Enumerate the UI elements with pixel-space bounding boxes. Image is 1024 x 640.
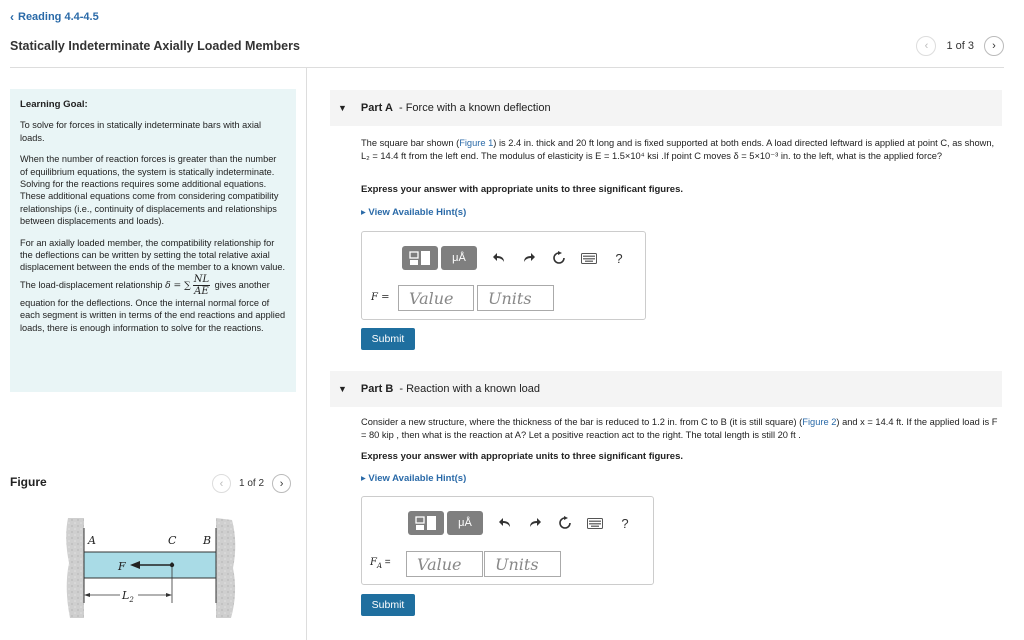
redo-icon[interactable]	[518, 247, 540, 269]
part-a-text-2: ) is 2.4 in. thick and 20 ft long and is fixed supported at both ends. A load directed leftward is applied at point C, as shown, L₂ = 14.4 ft from the left end. The modulus of elasticity is E = 1.5×10⁴ ksi .If point C moves δ = 5×10⁻³ in. to the left, what is the applied force?	[361, 138, 995, 161]
part-a-hints-toggle[interactable]: ▸ View Available Hint(s)	[361, 207, 467, 218]
next-item-button[interactable]: ›	[984, 36, 1004, 56]
page-title: Statically Indeterminate Axially Loaded Members	[10, 39, 300, 53]
redo-icon[interactable]	[524, 512, 546, 534]
undo-icon[interactable]	[488, 247, 510, 269]
part-a-question	[361, 137, 1001, 162]
part-a-instructions: Express your answer with appropriate units to three significant figures.	[361, 184, 684, 195]
part-b-units-input[interactable]: Units	[484, 551, 561, 577]
part-b-title: - Reaction with a known load	[399, 383, 541, 395]
learning-goal-p3b: gives another equation for the deflections. Once the internal normal force of each segment is written in terms of the end reactions and applied loads, there is enough information to solve for the reactions.	[20, 279, 286, 333]
prev-figure-button[interactable]: ‹	[212, 474, 231, 493]
label-c: C	[168, 534, 177, 547]
right-wall	[216, 518, 235, 618]
formula-denominator: AE	[194, 285, 209, 297]
formula-numerator: NL	[193, 273, 210, 285]
undo-icon[interactable]	[494, 512, 516, 534]
figure-2-link[interactable]: Figure 2	[802, 417, 837, 427]
header-divider	[10, 67, 1004, 68]
column-divider	[306, 68, 307, 640]
part-b-question	[361, 416, 1001, 441]
learning-goal-p3a: For an axially loaded member, the compatibility relationship for the deflections can be written by setting the total relative axial displacement between the ends of the member to a known value. The load-displacement relationship	[20, 237, 286, 290]
part-a-submit-button[interactable]: Submit	[361, 328, 415, 350]
label-b: B	[203, 534, 212, 547]
label-a: A	[88, 534, 96, 547]
part-b-toolbar	[408, 511, 636, 535]
dimension-arrow-right	[166, 593, 172, 597]
units-button[interactable]: μÅ	[447, 511, 483, 535]
part-a-header[interactable]	[330, 90, 1002, 126]
learning-goal-panel	[10, 89, 296, 392]
part-b-variable: $F_A$ =	[370, 557, 391, 570]
part-a-variable: F =	[371, 292, 390, 303]
next-figure-button[interactable]: ›	[272, 474, 291, 493]
item-pager-label: 1 of 3	[946, 40, 974, 52]
help-icon[interactable]: ?	[621, 515, 629, 531]
part-a-answer-box	[361, 231, 646, 320]
prev-item-button[interactable]: ‹	[916, 36, 936, 56]
left-wall	[66, 518, 84, 618]
units-button[interactable]: μÅ	[441, 246, 477, 270]
part-b-text-2: ) and x = 14.4 ft. If the applied load is F = 80 kip , then what is the reaction at A? Let a positive reaction act to the right. The total length is still 20 ft .	[361, 417, 998, 440]
part-b-instructions: Express your answer with appropriate units to three significant figures.	[361, 451, 684, 462]
label-l2: $L_2$	[122, 589, 134, 604]
part-a-toolbar	[402, 246, 630, 270]
figure-diagram	[64, 518, 238, 618]
learning-goal-p3	[20, 237, 286, 334]
collapse-triangle-icon: ▼	[338, 103, 347, 113]
formula-fraction	[193, 274, 210, 297]
point-c-dot	[170, 563, 174, 567]
label-f: F	[118, 560, 126, 573]
part-b-value-input[interactable]: Value	[406, 551, 483, 577]
templates-icon	[409, 250, 431, 266]
chevron-left-icon: ‹	[10, 10, 14, 24]
part-b-text-1: Consider a new structure, where the thickness of the bar is reduced to 1.2 in. from C to B (it is still square) (	[361, 417, 803, 427]
figure-1-link[interactable]: Figure 1	[459, 138, 494, 148]
keyboard-icon[interactable]	[578, 247, 600, 269]
learning-goal-heading: Learning Goal:	[20, 99, 88, 110]
part-b-submit-button[interactable]: Submit	[361, 594, 415, 616]
part-b-hints-toggle[interactable]: ▸ View Available Hint(s)	[361, 473, 467, 484]
back-link[interactable]	[10, 10, 99, 24]
reset-icon[interactable]	[554, 512, 576, 534]
part-b-answer-box	[361, 496, 654, 585]
dimension-arrow-left	[84, 593, 90, 597]
part-a-value-input[interactable]: Value	[398, 285, 474, 311]
part-a-text-1: The square bar shown (	[361, 138, 460, 148]
templates-button[interactable]	[408, 511, 444, 535]
part-b-header[interactable]	[330, 371, 1002, 407]
learning-goal-p2: When the number of reaction forces is greater than the number of equilibrium equations, the system is statically indeterminate. Solving for the reactions requires some additional equations. These additional equations come from considering compatibility relationships (i.e., continuity of displacements and relationships between displacements and loads).	[20, 154, 279, 227]
part-a-units-input[interactable]: Units	[477, 285, 554, 311]
formula-lhs: δ = ∑	[165, 279, 191, 291]
templates-icon	[415, 515, 437, 531]
templates-button[interactable]	[402, 246, 438, 270]
back-link-label: Reading 4.4-4.5	[18, 11, 99, 23]
item-pager	[916, 36, 1004, 56]
help-icon[interactable]: ?	[615, 250, 623, 266]
figure-pager-label: 1 of 2	[239, 478, 265, 489]
figure-heading: Figure	[10, 475, 47, 489]
keyboard-icon[interactable]	[584, 512, 606, 534]
part-b-label: Part B	[360, 383, 394, 395]
part-a-title: - Force with a known deflection	[398, 102, 551, 114]
part-a-label: Part A	[360, 102, 393, 114]
figure-pager	[212, 474, 291, 493]
reset-icon[interactable]	[548, 247, 570, 269]
learning-goal-p1: To solve for forces in statically indeterminate bars with axial loads.	[20, 120, 262, 143]
collapse-triangle-icon: ▼	[338, 384, 347, 394]
